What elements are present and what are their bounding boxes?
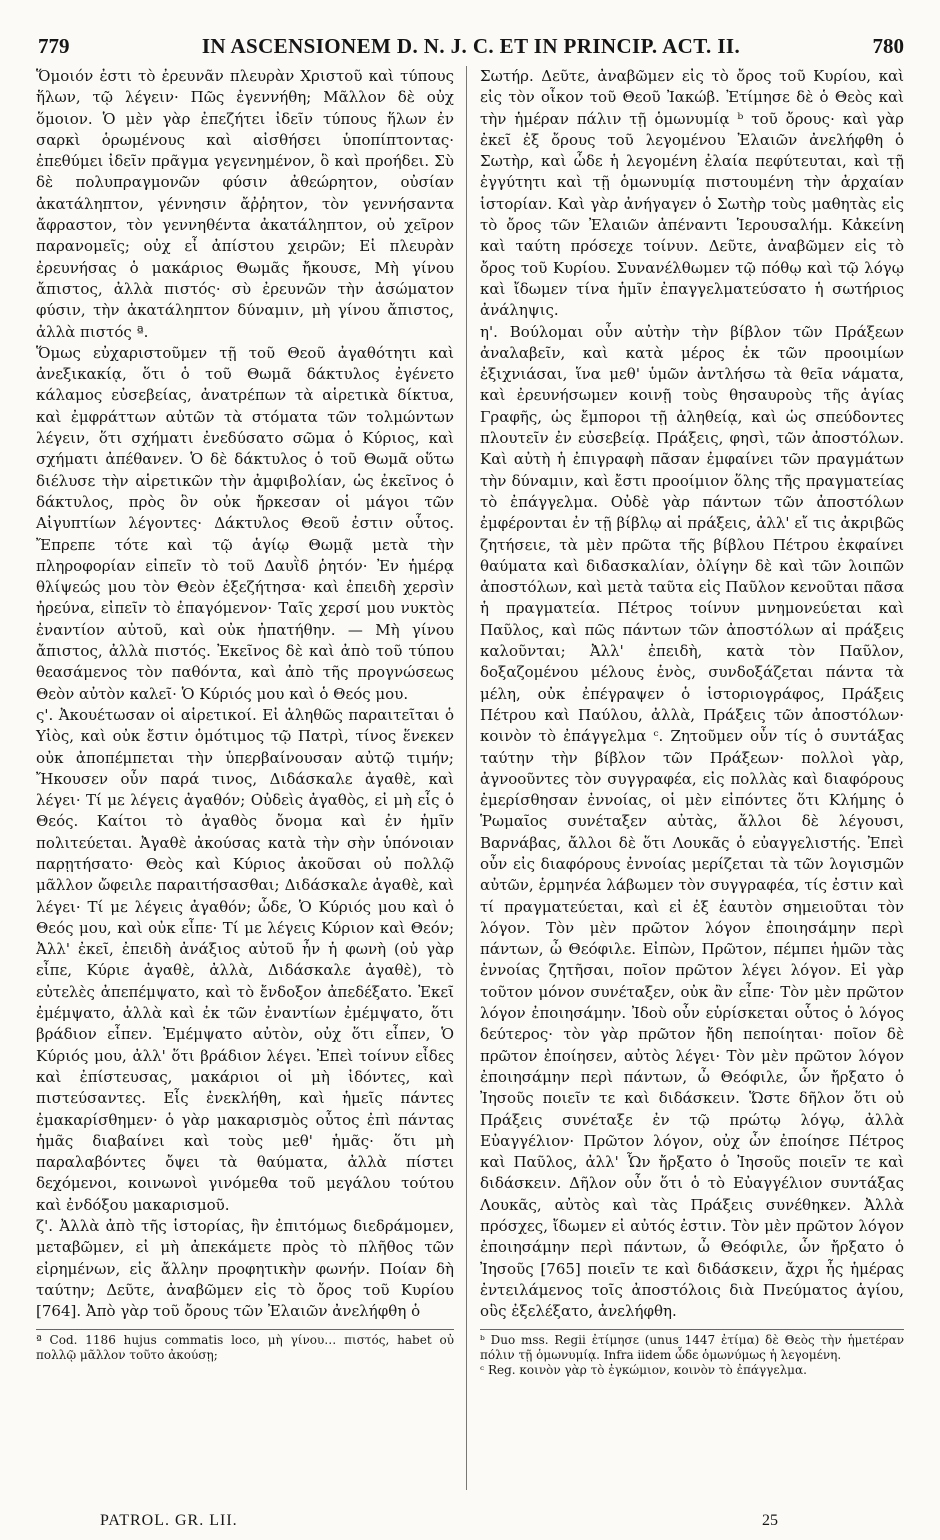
right-column-number: 780: [872, 34, 904, 58]
footer-signature: PATROL. GR. LII.: [100, 1512, 238, 1529]
left-paragraph-1: Ὅμοιόν ἐστι τὸ ἐρευνᾶν πλευρὰν Χριστοῦ καὶ τύπους ἥλων, τῷ λέγειν· Πῶς ἐγεννήθη; Μᾶλλον δὲ οὐχ ὅμοιον. Ὁ μὲν γὰρ ἐπεζήτει ἰδεῖν τύπους ἥλων ἐν σαρκὶ ὁρωμένους καὶ αἰσθήσει ὑποπίπτοντας· ἐπεθύμει ἰδεῖν πρᾶγμα γεγενημένον, ὃ καὶ προήδει. Σὺ δὲ πολυπραγμονῶν φύσιν ἀθεώρητον, οὐσίαν ἀκατάληπτον, γέννησιν ἄῤῥητον, τὸν γεννήσαντα ἄφραστον, τὸν γεννηθέντα ἀκατάληπτον, οὐ χεῖρον παρανομεῖς; οὐχ εἶ ἀπίστου χειρῶν; Εἰ πλευρὰν ἐρευνήσας ὁ μακάριος Θωμᾶς ἤκουσε, Μὴ γίνου ἄπιστος, ἀλλὰ πιστός· σὺ ἐρευνῶν τὴν ἀσώματον φύσιν, τὴν ἀκατάληπτον δύναμιν, μὴ γίνου ἄπιστος, ἀλλὰ πιστός ª.: [36, 67, 454, 341]
left-column: [36, 66, 454, 1363]
left-paragraph-2: Ὅμως εὐχαριστοῦμεν τῇ τοῦ Θεοῦ ἀγαθότητι καὶ ἀνεξικακίᾳ, ὅτι ὁ τοῦ Θωμᾶ δάκτυλος ἐγένετο κάλαμος εὐσεβείας, ἀνατρέπων τὰ αἱρετικὰ δίκτυα, καὶ ἐμφράττων αὐτῶν τὰ στόματα τῶν τολμώντων λέγειν, ὅτι σχήματι ἐνεδύσατο σῶμα ὁ Κύριος, καὶ σχήματι ἀπέθανεν. Ὁ δὲ δάκτυλος ὁ τοῦ Θωμᾶ οὕτω διέλυσε τὴν αἱρετικῶν τὴν ἀμφιβολίαν, ὡς ἐκεῖνος ὁ δάκτυλος, πρὸς ὃν οὐκ ἤρκεσαν οἱ μάγοι τῶν Αἰγυπτίων λέγοντες· Δάκτυλος Θεοῦ ἐστιν οὗτος. Ἔπρεπε τότε καὶ τῷ ἁγίῳ Θωμᾷ μετὰ τὴν πληροφορίαν εἰπεῖν τὸ τοῦ Δαυῒδ ῥητόν· Ἐν ἡμέρᾳ θλίψεώς μου τὸν Θεὸν ἐξεζήτησα· καὶ ἐπειδὴ χερσὶν ἠρεύνα, εἰπεῖν τὸ ἐπαγόμενον· Ταῖς χερσί μου νυκτὸς ἐναντίον αὐτοῦ, καὶ οὐκ ἠπατήθην. — Μὴ γίνου ἄπιστος, ἀλλὰ πιστός. Ἐκεῖνος δὲ καὶ ἀπὸ τοῦ τύπου θεασάμενος τὸν παθόντα, καὶ ἀπὸ τῆς προγνώσεως Θεὸν αὐτὸν καλεῖ· Ὁ Κύριός μου καὶ ὁ Θεός μου.: [36, 343, 454, 703]
footnote-c: ᶜ Reg. κοινὸν γὰρ τὸ ἐγκώμιον, κοινὸν τὸ ἐπάγγελμα.: [480, 1362, 807, 1377]
footnote-b: ᵇ Duo mss. Regii ἐτίμησε (unus 1447 ἐτίμα) δὲ Θεὸς τὴν ἡμετέραν πόλιν τῇ ὁμωνυμίᾳ. Infra iidem ὧδε ὁμωνύμως ἡ λεγομένη.: [480, 1329, 904, 1363]
running-header: [38, 34, 904, 60]
right-paragraph-1: Σωτήρ. Δεῦτε, ἀναβῶμεν εἰς τὸ ὄρος τοῦ Κυρίου, καὶ εἰς τὸν οἶκον τοῦ Θεοῦ Ἰακώβ. Ἐτίμησε δὲ ὁ Θεὸς καὶ τὴν ἡμέραν πάλιν τῇ ὁμωνυμίᾳ ᵇ τοῦ ὄρους· καὶ γὰρ ἐκεῖ ἐξ ὄρους τοῦ λεγομένου Ἐλαιῶν ἀνελήφθη ὁ Σωτὴρ, καὶ ὧδε ἡ λεγομένη ἐλαία πεφύτευται, καὶ τῇ ἐγγύτητι καὶ τῇ ὁμωνυμίᾳ πιστουμένη τὴν ἀρχαίαν ἱστορίαν. Καὶ γὰρ ἀνήγαγεν ὁ Σωτὴρ τοὺς μαθητὰς εἰς τὸ ὄρος τῶν Ἐλαιῶν ἀπέναντι Ἱερουσαλήμ. Κἀκείνη καὶ ταύτη πρόσεχε τοίνυν. Δεῦτε, ἀναβῶμεν εἰς τὸ ὄρος τοῦ Κυρίου. Συνανέλθωμεν τῷ πόθῳ καὶ τῷ λόγῳ καὶ ἴδωμεν τίνα ἡμῖν ἐπαγγελματεύσατο ἡ σωτήριος ἀνάληψις.: [480, 67, 904, 320]
left-paragraph-3: ς'. Ἀκουέτωσαν οἱ αἱρετικοί. Εἰ ἀληθῶς παραιτεῖται ὁ Υἱὸς, καὶ οὐκ ἔστιν ὁμότιμος τῷ Πατρὶ, τίνος ἕνεκεν οὐκ ἀποπέμπεται τὴν ὑπερβαίνουσαν αὐτῷ τιμήν; Ἤκουσεν οὖν παρά τινος, Διδάσκαλε ἀγαθὲ, καὶ λέγει· Τί με λέγεις ἀγαθόν; Οὐδεὶς ἀγαθὸς, εἰ μὴ εἷς ὁ Θεός. Καίτοι τὸ ἀγαθὸς ὄνομα καὶ ἐν ἡμῖν πολιτεύεται. Ἀγαθὲ ἀκούσας κατὰ τὴν σὴν ὑπόνοιαν παρῃτήσατο· Θεὸς καὶ Κύριος ἀκοῦσαι οὐ πολλῷ μᾶλλον ὤφειλε παραιτήσασθαι; Διδάσκαλε ἀγαθὲ, καὶ λέγει· Τί με λέγεις ἀγαθόν; ὧδε, Ὁ Κύριός μου καὶ ὁ Θεός μου, καὶ οὐκ εἶπε· Τί με λέγεις Κύριον καὶ Θεόν; Ἀλλ' ἐκεῖ, ἐπειδὴ ἀνάξιος αὐτοῦ ἦν ἡ φωνὴ (οὐ γὰρ εἶπε, Κύριε ἀγαθὲ, ἀλλὰ, Διδάσκαλε ἀγαθὲ), τὸ εὐτελὲς ἀπεπέμψατο, καὶ τὸ ἔνδοξον ἀπεδέξατο. Ἐκεῖ ἐμέμψατο, ἀλλὰ καὶ ἐκ τῶν ἐναντίων ἐμέμψατο, ὅτι βράδιον εἶπεν. Ἐμέμψατο αὐτὸν, οὐχ ὅτι εἶπεν, Ὁ Κύριός μου, ἀλλ' ὅτι βράδιον λέγει. Ἐπεὶ τοίνυν εἶδες καὶ ἐπίστευσας, μακάριοι οἱ μὴ ἰδόντες, καὶ πιστεύσαντες. Εἷς ἐνεκλήθη, καὶ ἡμεῖς πάντες ἐμακαρίσθημεν· ὁ γὰρ μακαρισμὸς οὗτος ἐπὶ πάντας ἡμᾶς διαβαίνει καὶ τοὺς μεθ' ἡμᾶς· ὅτι μὴ παραλαβόντες ὄψει τὰ θαύματα, ἀλλὰ πίστει δεχόμενοι, κοινωνοὶ γινόμεθα τοῦ μεγάλου τούτου καὶ ἐνδόξου μακαρισμοῦ.: [36, 705, 454, 1214]
footnote-a: ª Cod. 1186 hujus commatis loco, μὴ γίνου… πιστός, habet οὐ πολλῷ μᾶλλον τοῦτο ἀκούσῃ;: [36, 1329, 454, 1363]
left-paragraph-4: ζ'. Ἀλλὰ ἀπὸ τῆς ἱστορίας, ἣν ἐπιτόμως διεδράμομεν, μεταβῶμεν, εἰ μὴ ἀπεκάμετε πρὸς τὸ πλῆθος τῶν εἰρημένων, εἰς ἄλλην προφητικὴν φωνήν. Ποίαν δὴ ταύτην; Δεῦτε, ἀναβῶμεν εἰς τὸ ὄρος τοῦ Κυρίου [764]. Ἀπὸ γὰρ τοῦ ὄρους τῶν Ἐλαιῶν ἀνελήφθη ὁ: [36, 1217, 454, 1321]
left-column-number: 779: [38, 34, 70, 58]
running-title: IN ASCENSIONEM D. N. J. C. ET IN PRINCIP. ACT. II.: [201, 34, 741, 58]
right-column: [480, 66, 904, 1378]
column-divider: [466, 66, 467, 1490]
footer-page-number: 25: [762, 1512, 778, 1529]
right-paragraph-2: η'. Βούλομαι οὖν αὐτὴν τὴν βίβλον τῶν Πράξεων ἀναλαβεῖν, καὶ κατὰ μέρος ἐκ τῶν προοιμίων ἐξιχνιάσαι, ἵνα μεθ' ὑμῶν ἀντλήσω τὰ θεῖα νάματα, καὶ ἐρευνήσωμεν κοινῇ τοὺς θησαυροὺς τῆς ἁγίας Γραφῆς, ὡς ἔμποροι τῇ ἀληθείᾳ, καὶ ὡς σπεύδοντες πλουτεῖν ἐν εὐσεβείᾳ. Πράξεις, φησὶ, τῶν ἀποστόλων. Καὶ αὐτὴ ἡ ἐπιγραφὴ πᾶσαν ἐμφαίνει τῶν πραγμάτων τὴν δύναμιν, καὶ ἔστι προοίμιον ὅλης τῆς πραγματείας τὸ ἐπάγγελμα. Οὐδὲ γὰρ πάντων τῶν ἀποστόλων ἐμφέρονται ἐν τῇ βίβλῳ αἱ πράξεις, ἀλλ' εἴ τις ἀκριβῶς ζητήσειε, τὰ μὲν πρῶτα τῆς βίβλου Πέτρου ἐκφαίνει θαύματα καὶ διδασκαλίαν, ὀλίγην δὲ καὶ τῶν λοιπῶν ἀποστόλων, καὶ μετὰ ταῦτα εἰς Παῦλον κενοῦται πᾶσα ἡ πραγματεία. Πέτρος τοίνυν μνημονεύεται καὶ Παῦλος, καὶ πῶς πάντων τῶν ἀποστόλων αἱ πράξεις καλοῦνται; Ἀλλ' ἐπειδὴ, κατὰ τὸν Παῦλον, δοξαζομένου μέλους ἑνὸς, συνδοξάζεται πάντα τὰ μέλη, οὐκ ἐπέγραψεν ὁ ἱστοριογράφος, Πράξεις Πέτρου καὶ Παύλου, ἀλλὰ, Πράξεις τῶν ἀποστόλων· κοινὸν τὸ ἐπάγγελμα ᶜ. Ζητοῦμεν οὖν τίς ὁ συντάξας ταύτην τὴν βίβλον τῶν Πράξεων· πολλοὶ γὰρ, ἀγνοοῦντες τὸν συγγραφέα, εἰς πολλὰς καὶ διαφόρους ἐμερίσθησαν ἐννοίας, οἱ μὲν εἰπόντες ὅτι Κλήμης ὁ Ῥωμαῖος συνέταξεν αὐτὰς, ἄλλοι δὲ λέγουσι, Βαρνάβας, ἄλλοι δὲ ὅτι Λουκᾶς ὁ εὐαγγελιστής. Ἐπεὶ οὖν εἰς διαφόρους ἐννοίας μερίζεται τὰ τῶν λογισμῶν αὐτῶν, ἑρμηνέα λάβωμεν τὸν συγγραφέα, τίς ἐστιν καὶ τί πραγματεύεται, καὶ εἰ ἐξ ἑαυτὸν σημειοῦται τὸν λόγον. Τὸν μὲν πρῶτον λόγον ἐποιησάμην περὶ πάντων, ὦ Θεόφιλε. Εἰπὼν, Πρῶτον, πέμπει ἡμῶν τὰς ἐννοίας ζητῆσαι, ποῖον πρῶτον λέγει λόγον. Εἰ γὰρ τοῦτον μόνον συνέταξεν, οὐκ ἂν εἶπε· Τὸν μὲν πρῶτον λόγον ἐποιησάμην. Ἰδοὺ οὖν εὑρίσκεται οὗτος ὁ λόγος δεύτερος· τὸν γὰρ πρῶτον ἤδη πεποίηται· ποῖον δὲ πρῶτον ἐποίησεν, αὐτὸς λέγει· Τὸν μὲν πρῶτον λόγον ἐποιησάμην περὶ πάντων, ὦ Θεόφιλε, ὧν ἤρξατο ὁ Ἰησοῦς ποιεῖν τε καὶ διδάσκειν. Ὥστε δῆλον ὅτι οὐ Πράξεις συνέταξε ἐν τῷ πρώτῳ λόγῳ, ἀλλὰ Εὐαγγέλιον· Πρῶτον λόγον, οὐχ ὧν ἐποίησε Πέτρος καὶ Παῦλος, ἀλλ' Ὧν ἤρξατο ὁ Ἰησοῦς ποιεῖν τε καὶ διδάσκειν. Δῆλον οὖν ὅτι ὁ τὸ Εὐαγγέλιον συντάξας Λουκᾶς, αὐτὸς καὶ τὰς Πράξεις συνέθηκεν. Ἀλλὰ πρόσχες, ἴδωμεν εἰ αὐτός ἐστιν. Τὸν μὲν πρῶτον λόγον ἐποιησάμην περὶ πάντων, ὦ Θεόφιλε, ὧν ἤρξατο ὁ Ἰησοῦς [765] ποιεῖν τε καὶ διδάσκειν, ἄχρι ἧς ἡμέρας ἐντειλάμενος τοῖς ἀποστόλοις διὰ Πνεύματος ἁγίου, οὓς ἐξελέξατο, ἀνελήφθη.: [480, 322, 905, 1321]
